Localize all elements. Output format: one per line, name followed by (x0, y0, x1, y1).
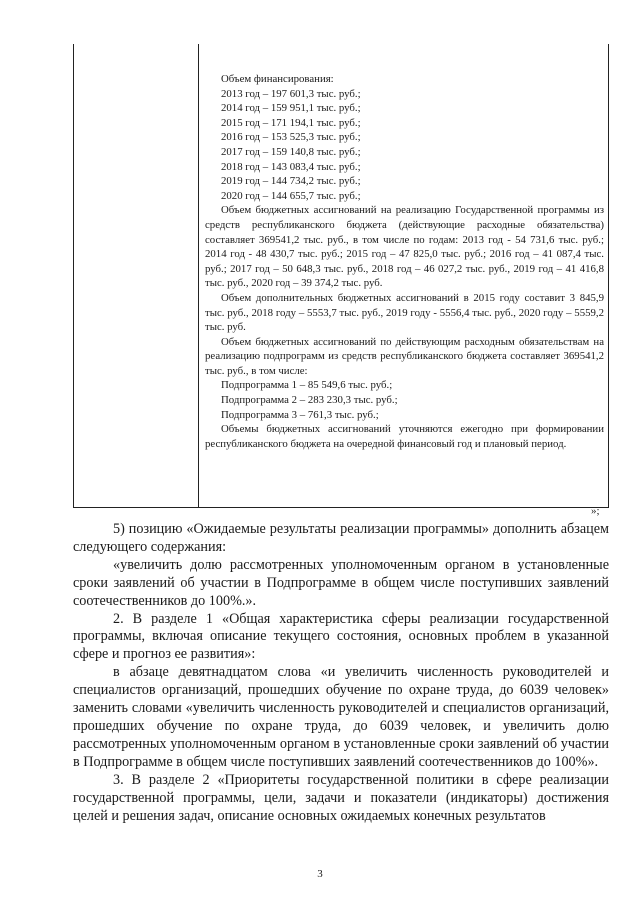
year-line: 2019 год – 144 734,2 тыс. руб.; (221, 175, 361, 188)
refine-paragraph: Объемы бюджетных ассигнований уточняются ежегодно при формировании республиканского бюджета на очередной финансовый год и плановый период. (205, 423, 604, 450)
item-5-quote: «увеличить долю рассмотренных уполномоченным органом в установленные сроки заявлений об участии в Подпрограмме в общем числе поступивших заявлений соотечественников до 100%.». (73, 556, 609, 609)
year-line: 2020 год – 144 655,7 тыс. руб.; (221, 189, 361, 202)
year-line: 2014 год – 159 951,1 тыс. руб.; (221, 102, 361, 115)
financing-cell (205, 72, 604, 451)
section-2-paragraph: 3. В разделе 2 «Приоритеты государственной политики в сфере реализации государственной программы, цели, задачи и показатели (индикаторы) достижения целей и решения задач, описание основных ожидаемых конечных результатов (73, 771, 609, 824)
year-line: 2016 год – 153 525,3 тыс. руб.; (221, 131, 361, 144)
section-1-paragraph: 2. В разделе 1 «Общая характеристика сферы реализации государственной программы, включая описание текущего состояния, основных проблем в указанной сфере и прогноз ее развития»: (73, 610, 609, 663)
financing-table (73, 44, 609, 508)
year-line: 2017 год – 159 140,8 тыс. руб.; (221, 145, 361, 158)
closing-quote: »; (591, 505, 600, 517)
page-number: 3 (317, 868, 323, 880)
body-text (73, 521, 609, 825)
additional-paragraph: Объем дополнительных бюджетных ассигнований в 2015 году составит 3 845,9 тыс. руб., 2018 году – 5553,7 тыс. руб., 2019 году - 5556,4 тыс. руб., 2020 году – 5559,2 тыс. руб. (205, 291, 604, 334)
year-line: 2018 год – 143 083,4 тыс. руб.; (221, 160, 361, 173)
year-line: 2013 год – 197 601,3 тыс. руб.; (221, 87, 361, 100)
section-1-detail: в абзаце девятнадцатом слова «и увеличить численность руководителей и специалистов организаций, прошедших обучение по охране труда, до 6039 человек» заменить словами «увеличить численность руководителей и специалистов организаций, прошедших обучение по охране труда, до 6039 человек, и увеличить долю рассмотренных уполномоченным органом в установленные сроки заявлений об участии в Подпрограмме в общем числе поступивших заявлений соотечественников до 100%». (73, 664, 609, 770)
budget-paragraph: Объем бюджетных ассигнований на реализацию Государственной программы из средств республиканского бюджета (действующие расходные обязательства) составляет 369541,2 тыс. руб., в том числе по годам: 2013 год - 54 731,6 тыс. руб.; 2014 год - 48 430,7 тыс. руб.; 2015 год – 47 825,0 тыс. руб.; 2016 год – 41 087,4 тыс. руб.; 2017 год – 50 648,3 тыс. руб., 2018 год – 46 027,2 тыс. руб., 2019 год – 41 416,8 тыс. руб., 2020 год – 39 374,2 тыс. руб. (205, 204, 604, 290)
table-column-divider (198, 44, 199, 507)
item-5-intro: 5) позицию «Ожидаемые результаты реализации программы» дополнить абзацем следующего содержания: (73, 521, 609, 555)
subprogram-line: Подпрограмма 1 – 85 549,6 тыс. руб.; (221, 379, 393, 392)
subprogram-line: Подпрограмма 3 – 761,3 тыс. руб.; (221, 408, 379, 421)
subprograms-paragraph: Объем бюджетных ассигнований по действующим расходным обязательствам на реализацию подпрограмм из средств республиканского бюджета составляет 369541,2 тыс. руб., в том числе: (205, 335, 604, 377)
subprogram-line: Подпрограмма 2 – 283 230,3 тыс. руб.; (221, 394, 398, 407)
year-line: 2015 год – 171 194,1 тыс. руб.; (221, 116, 361, 129)
financing-header: Объем финансирования: (221, 73, 334, 85)
